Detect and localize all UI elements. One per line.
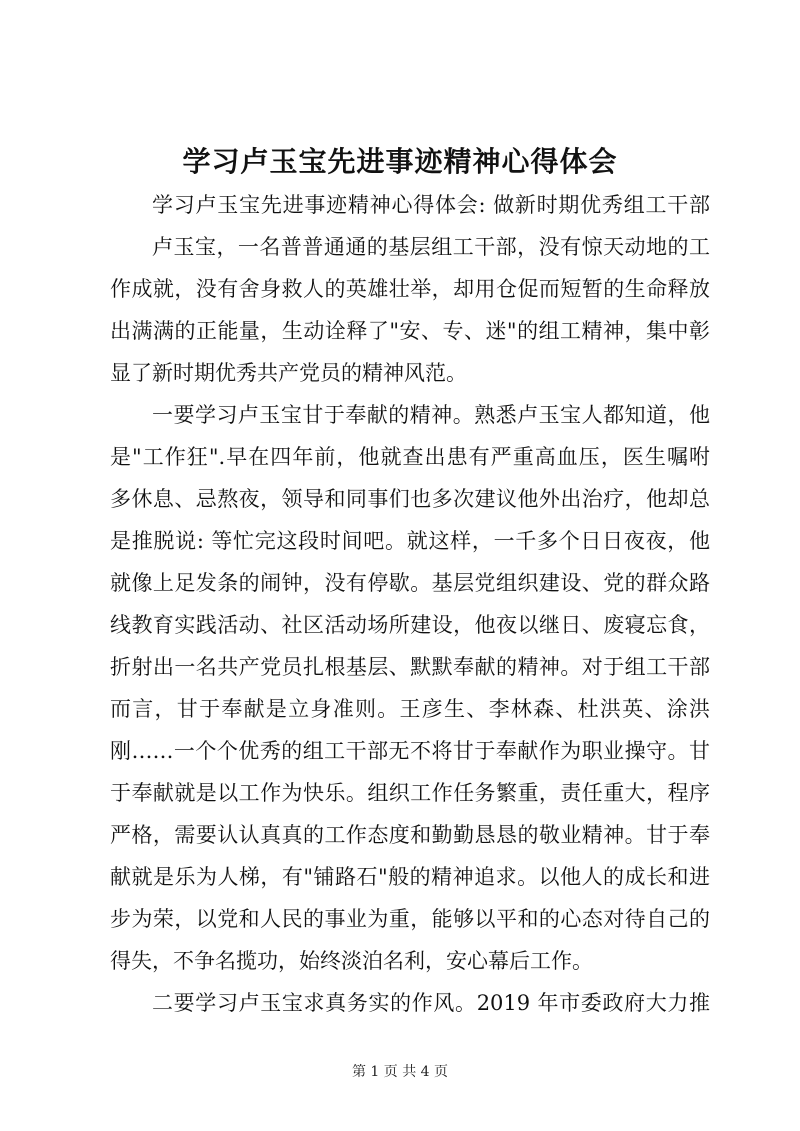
text-line: 折射出一名共产党员扎根基层、默默奉献的精神。对于组工干部 bbox=[110, 655, 710, 679]
text-line: 献就是乐为人梯，有"铺路石"般的精神追求。以他人的成长和进 bbox=[110, 865, 710, 889]
text-line: 步为荣，以党和人民的事业为重，能够以平和的心态对待自己的 bbox=[110, 907, 710, 931]
text-line: 得失，不争名揽功，始终淡泊名利，安心幕后工作。 bbox=[110, 949, 593, 973]
text-line: 二要学习卢玉宝求真务实的作风。2019 年市委政府大力推 bbox=[152, 991, 710, 1015]
text-line: 是"工作狂".早在四年前，他就查出患有严重高血压，医生嘱咐 bbox=[110, 445, 710, 469]
text-line: 于奉献就是以工作为快乐。组织工作任务繁重，责任重大，程序 bbox=[110, 781, 710, 805]
text-line: 多休息、忌熬夜，领导和同事们也多次建议他外出治疗，他却总 bbox=[110, 487, 710, 511]
document-title: 学习卢玉宝先进事迹精神心得体会 bbox=[182, 145, 618, 178]
text-line: 线教育实践活动、社区活动场所建设，他夜以继日、废寝忘食， bbox=[110, 613, 710, 637]
text-line: 刚……一个个优秀的组工干部无不将甘于奉献作为职业操守。甘 bbox=[110, 739, 710, 763]
text-line: 出满满的正能量，生动诠释了"安、专、迷"的组工精神，集中彰 bbox=[110, 319, 710, 343]
text-line: 严格，需要认认真真的工作态度和勤勤恳恳的敬业精神。甘于奉 bbox=[110, 823, 710, 847]
text-line: 一要学习卢玉宝甘于奉献的精神。熟悉卢玉宝人都知道，他 bbox=[152, 403, 710, 427]
text-line: 就像上足发条的闹钟，没有停歇。基层党组织建设、党的群众路 bbox=[110, 571, 710, 595]
text-line: 卢玉宝，一名普普通通的基层组工干部，没有惊天动地的工 bbox=[152, 235, 710, 259]
text-line: 学习卢玉宝先进事迹精神心得体会: 做新时期优秀组工干部 bbox=[152, 193, 710, 217]
text-line: 而言，甘于奉献是立身准则。王彦生、李林森、杜洪英、涂洪 bbox=[110, 697, 710, 721]
text-line: 是推脱说: 等忙完这段时间吧。就这样，一千多个日日夜夜，他 bbox=[110, 529, 710, 553]
page-number: 第 1 页 共 4 页 bbox=[351, 1064, 449, 1080]
text-line: 作成就，没有舍身救人的英雄壮举，却用仓促而短暂的生命释放 bbox=[110, 277, 710, 301]
text-line: 显了新时期优秀共产党员的精神风范。 bbox=[110, 361, 467, 385]
